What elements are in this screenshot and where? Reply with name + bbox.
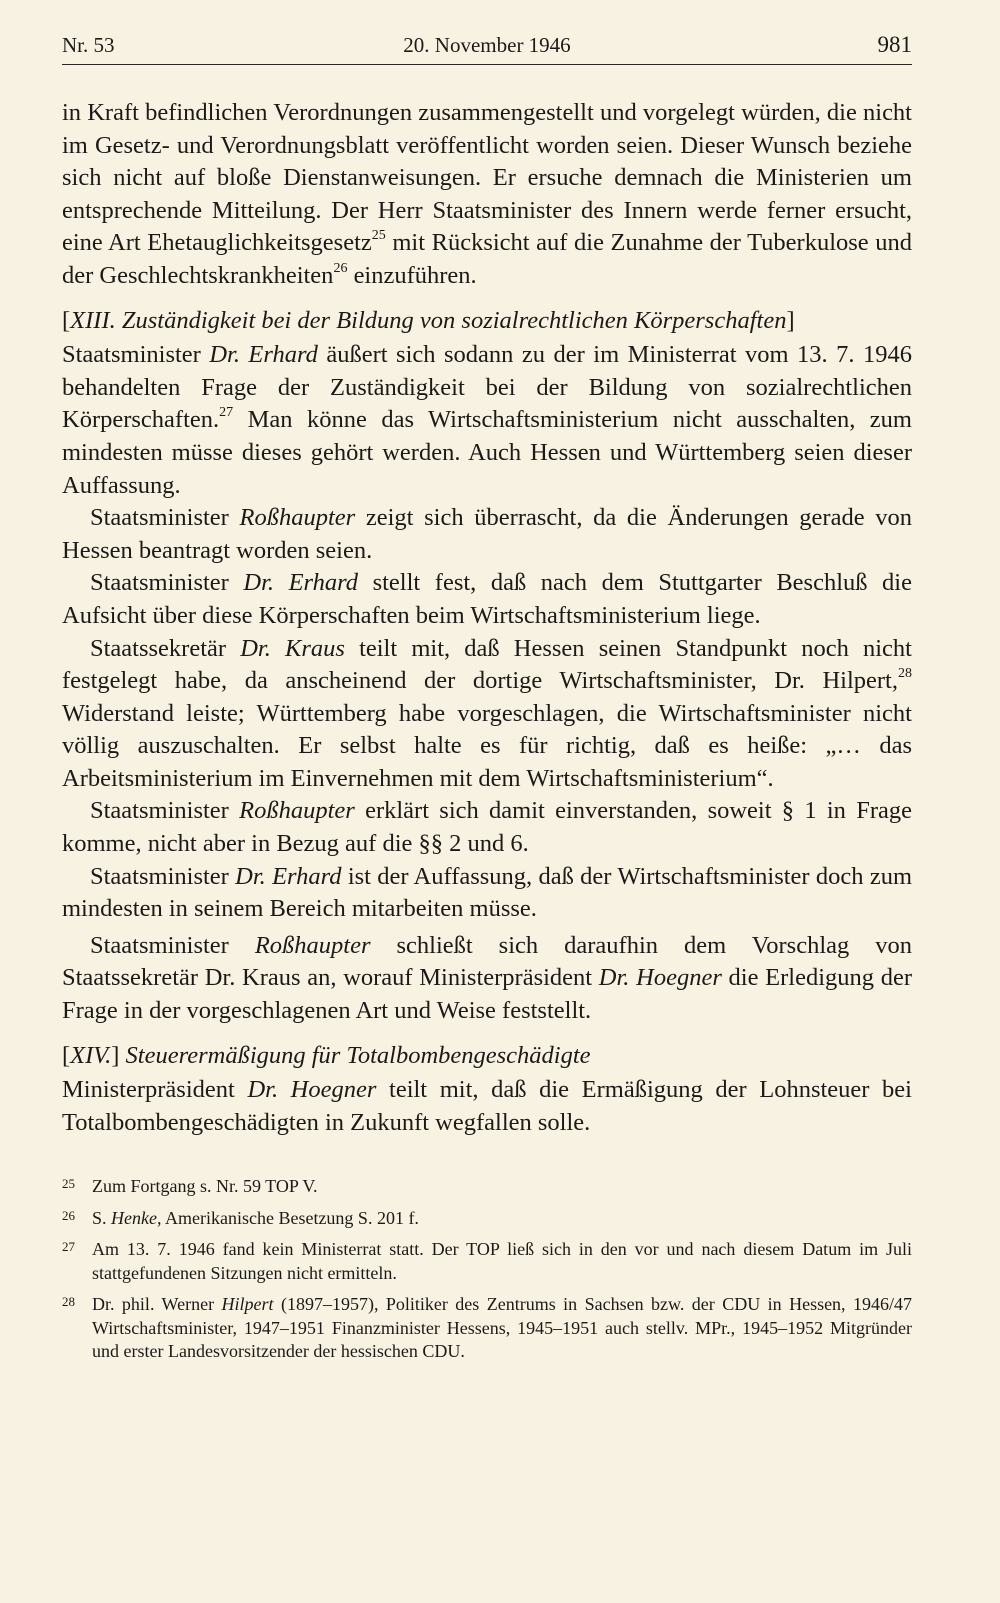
text-run: Staatsminister — [90, 931, 255, 959]
text-run: stellt fest, daß nach dem Stuttgarter Beschluß die Aufsicht über diese Körperschaften beim Wirtschaftsministerium liege. — [62, 569, 912, 629]
speaker-name: Dr. Hoegner — [247, 1076, 377, 1104]
footnote-text: (1897–1957), Politiker des Zentrums in Sachsen bzw. der CDU in Hessen, 1946/47 Wirtschaftsminister, 1947–1951 Finanzminister Hessens, 1945–1951 auch stellv. MPr., 1945–1952 Mitgründer und erster Landesvorsitzender der hessischen CDU. — [92, 1294, 912, 1362]
paragraph — [62, 97, 912, 293]
footnote-text: Amerikanische Besetzung S. 201 f. — [161, 1207, 419, 1228]
text-run: Staatsminister — [90, 504, 240, 532]
body-text — [62, 97, 912, 1139]
paragraph — [62, 1074, 912, 1139]
heading-title: XIII. Zuständigkeit bei der Bildung von sozialrechtlichen Körperschaften — [70, 306, 787, 334]
paragraph — [62, 339, 912, 502]
bracket-open: [ — [62, 306, 71, 334]
paragraph — [62, 795, 912, 860]
paragraph — [62, 861, 912, 926]
footnotes — [62, 1175, 912, 1364]
speaker-name: Roßhaupter — [239, 504, 356, 532]
footnote-ref: 25 — [371, 228, 386, 244]
text-run: zeigt sich überrascht, da die Änderungen gerade von Hessen beantragt worden seien. — [62, 504, 912, 564]
text-run: schließt sich daraufhin dem Vorschlag von Staatssekretär Dr. Kraus an, worauf Ministerpräsident — [62, 931, 912, 992]
text-run: Staatsminister — [90, 862, 236, 890]
heading-roman: XIV. — [70, 1041, 112, 1069]
footnote-ref: 28 — [898, 665, 912, 681]
text-run: mit Rücksicht auf die Zunahme der Tuberkulose und der Geschlechtskrankheiten — [62, 229, 913, 289]
heading-title: Steuerermäßigung für Totalbombengeschädigte — [119, 1041, 591, 1069]
bracket-open: [ — [62, 1041, 71, 1069]
footnote-number: 25 — [62, 1176, 75, 1192]
text-run: einzuführen. — [347, 261, 477, 289]
text-run: äußert sich sodann zu der im Ministerrat vom 13. 7. 1946 behandelten Frage der Zuständigkeit bei der Bildung von sozialrechtlichen Körperschaften. — [62, 341, 912, 434]
footnote-author: Henke, — [111, 1207, 162, 1228]
section-heading-xiv — [62, 1040, 912, 1073]
footnote-text: S. — [92, 1207, 112, 1228]
text-run: Staatsminister — [62, 341, 210, 369]
speaker-name: Roßhaupter — [254, 931, 371, 959]
footnote-number: 26 — [62, 1207, 75, 1223]
footnote — [62, 1293, 912, 1364]
page-date: 20. November 1946 — [403, 33, 571, 57]
speaker-name: Dr. Hoegner — [598, 964, 722, 992]
section-heading-xiii — [62, 305, 912, 338]
bracket-close: ] — [786, 306, 795, 334]
footnote-text: Zum Fortgang s. Nr. 59 TOP V. — [92, 1176, 318, 1197]
text-run: Staatsminister — [90, 569, 244, 597]
speaker-name: Roßhaupter — [239, 797, 355, 825]
footnote-ref: 27 — [219, 405, 234, 421]
bracket-close: ] — [111, 1041, 120, 1069]
footnote-text: Dr. phil. Werner — [92, 1294, 222, 1315]
speaker-name: Dr. Erhard — [243, 569, 359, 597]
text-run: teilt mit, daß Hessen seinen Standpunkt noch nicht festgelegt habe, da anscheinend der dortige Wirtschaftsminister, Dr. Hilpert, — [62, 634, 912, 695]
header-rule — [62, 64, 912, 65]
text-run: die Erledigung der Frage in der vorgeschlagenen Art und Weise feststellt. — [62, 964, 913, 1025]
text-run: erklärt sich damit einverstanden, soweit § 1 in Frage komme, nicht aber in Bezug auf die §§ 2 und 6. — [62, 797, 912, 858]
text-run: Ministerpräsident — [62, 1076, 248, 1104]
footnote-number: 27 — [62, 1239, 75, 1255]
text-run: ist der Auffassung, daß der Wirtschaftsminister doch zum mindesten in seinem Bereich mitarbeiten müsse. — [62, 862, 912, 923]
paragraph — [62, 633, 912, 796]
issue-number: Nr. 53 — [62, 33, 115, 57]
footnote — [62, 1175, 912, 1199]
text-run: Widerstand leiste; Württemberg habe vorgeschlagen, die Wirtschaftsminister nicht völlig auszuschalten. Er selbst halte es für richtig, daß es heiße: „… das Arbeitsministerium im Einvernehmen mit dem Wirtschaftsministerium“. — [62, 699, 912, 792]
footnote — [62, 1207, 912, 1231]
footnote-text: Am 13. 7. 1946 fand kein Ministerrat statt. Der TOP ließ sich in den vor und nach diesem Datum im Juli stattgefundenen Sitzungen nicht ermitteln. — [92, 1239, 912, 1283]
text-run: Man könne das Wirtschaftsministerium nicht ausschalten, zum mindesten müsse dieses gehört werden. Auch Hessen und Württemberg seien dieser Auffassung. — [62, 406, 912, 499]
text-run: teilt mit, daß die Ermäßigung der Lohnsteuer bei Totalbombengeschädigten in Zukunft wegfallen solle. — [62, 1076, 912, 1136]
speaker-name: Dr. Erhard — [209, 341, 318, 369]
footnote-ref: 26 — [333, 260, 348, 276]
paragraph — [62, 502, 912, 567]
paragraph — [62, 567, 912, 632]
footnote-person: Hilpert — [221, 1294, 274, 1315]
footnote — [62, 1238, 912, 1285]
running-head — [62, 28, 912, 62]
speaker-name: Dr. Erhard — [235, 862, 342, 890]
paragraph — [62, 930, 912, 1028]
page-number: 981 — [877, 32, 912, 57]
text-run: in Kraft befindlichen Verordnungen zusammengestellt und vorgelegt würden, die nicht im Gesetz- und Verordnungsblatt veröffentlicht worden seien. Dieser Wunsch beziehe sich nicht auf bloße Dienstanweisungen. Er ersuche demnach die Ministerien um entsprechende Mitteilung. Der Herr Staatsminister des Innern werde ferner ersucht, eine Art Ehetauglichkeitsgesetz — [62, 99, 912, 257]
speaker-name: Dr. Kraus — [240, 634, 345, 662]
footnote-number: 28 — [62, 1294, 75, 1310]
text-run: Staatsminister — [90, 797, 240, 825]
text-run: Staatssekretär — [90, 634, 241, 662]
